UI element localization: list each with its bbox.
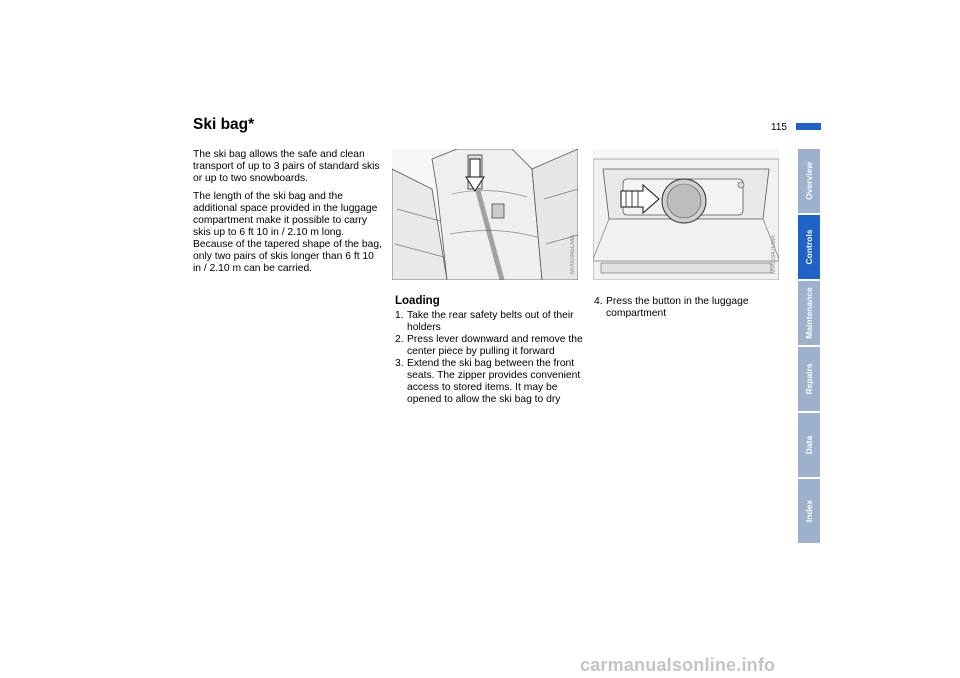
section-tabs bbox=[798, 149, 820, 545]
step-item bbox=[395, 358, 590, 406]
tab-label: Repairs bbox=[804, 363, 814, 395]
step-text: Press the button in the luggage compartment bbox=[606, 296, 749, 319]
step-number: 1. bbox=[395, 310, 404, 321]
loading-steps bbox=[395, 310, 590, 406]
tab-controls[interactable] bbox=[798, 215, 820, 279]
seat-drawing bbox=[392, 149, 578, 280]
step-text: Take the rear safety belts out of their holders bbox=[407, 310, 574, 333]
step-text: Press lever downward and remove the center piece by pulling it forward bbox=[407, 334, 583, 357]
intro-paragraph: The length of the ski bag and the additional space provided in the luggage compartment make it possible to carry skis up to 6 ft 10 in / 2.10 m long. Because of the tapered shape of the bag, only two pairs of skis longer than 6 ft 10 in / 2.10 m can be carried. bbox=[193, 191, 382, 274]
step-text: Extend the ski bag between the front seats. The zipper provides convenient access to stored items. It may be opened to allow the ski bag to dry bbox=[407, 358, 581, 405]
page-number: 115 bbox=[771, 122, 787, 133]
step-number: 2. bbox=[395, 334, 404, 345]
step-item bbox=[395, 334, 590, 358]
step-item bbox=[594, 296, 786, 320]
section-title: Ski bag* bbox=[193, 116, 255, 133]
figure-code: MV00347CMA bbox=[771, 234, 777, 274]
tab-maintenance[interactable] bbox=[798, 281, 820, 345]
watermark: carmanualsonline.info bbox=[580, 655, 776, 675]
step-item bbox=[395, 310, 590, 334]
tab-overview[interactable] bbox=[798, 149, 820, 213]
luggage-compartment-illustration bbox=[593, 149, 779, 280]
tab-label: Overview bbox=[804, 162, 814, 200]
loading-heading: Loading bbox=[395, 295, 440, 307]
tab-data[interactable] bbox=[798, 413, 820, 477]
page-marker bbox=[796, 123, 821, 130]
tab-label: Maintenance bbox=[804, 287, 814, 339]
figure-code: MV00345CMA bbox=[570, 234, 576, 274]
tab-label: Index bbox=[804, 499, 814, 523]
tab-index[interactable] bbox=[798, 479, 820, 543]
step-number: 4. bbox=[594, 296, 603, 307]
tab-repairs[interactable] bbox=[798, 347, 820, 411]
rear-seat-belt-illustration bbox=[392, 149, 578, 280]
tab-label: Data bbox=[804, 435, 814, 455]
intro-paragraph: The ski bag allows the safe and clean transport of up to 3 pairs of standard skis or up to two snowboards. bbox=[193, 149, 380, 184]
step-number: 3. bbox=[395, 358, 404, 369]
trunk-drawing bbox=[593, 149, 779, 280]
tab-label: Controls bbox=[804, 229, 814, 265]
loading-steps-continued bbox=[594, 296, 786, 320]
intro-text bbox=[193, 149, 383, 281]
